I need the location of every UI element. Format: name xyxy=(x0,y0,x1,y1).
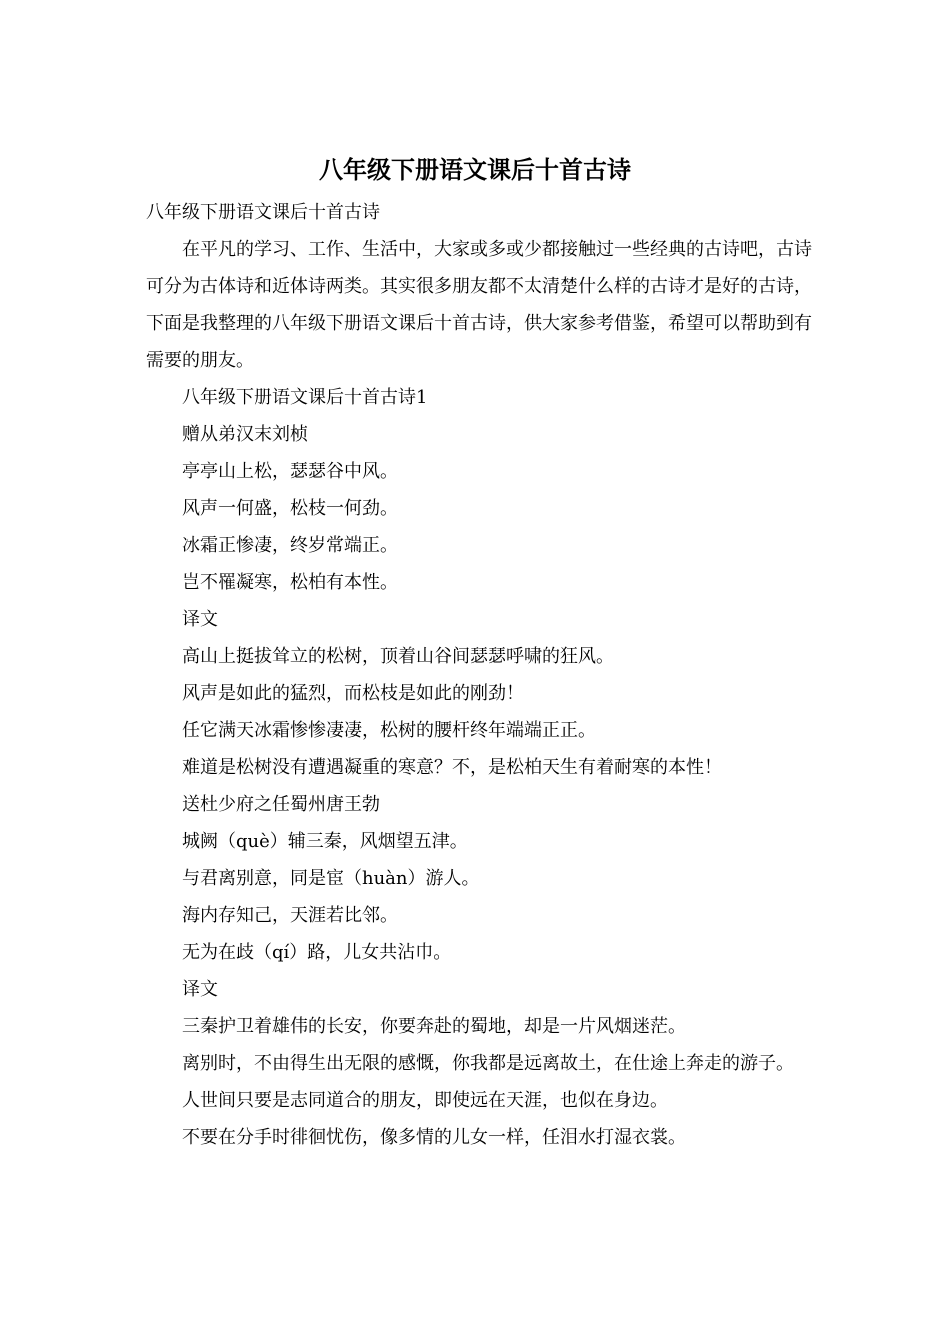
translation-line: 难道是松树没有遭遇凝重的寒意？不，是松柏天生有着耐寒的本性！ xyxy=(182,757,722,778)
paragraph-intro: 在平凡的学习、工作、生活中，大家或多或少都接触过一些经典的古诗吧，古诗可分为古体诗和近体诗两类。其实很多朋友都不太清楚什么样的古诗才是好的古诗，下面是我整理的八年级下册语文课后十首古诗，供大家参考借鉴，希望可以帮助到有需要的朋友。 xyxy=(146,239,812,371)
translation-line: 离别时，不由得生出无限的感慨，你我都是远离故土，在仕途上奔走的游子。 xyxy=(182,1053,794,1074)
translation-line: 风声是如此的猛烈，而松枝是如此的刚劲！ xyxy=(182,683,524,704)
poem-line: 风声一何盛，松枝一何劲。 xyxy=(182,498,398,519)
section-heading: 八年级下册语文课后十首古诗1 xyxy=(182,387,428,408)
poem-line: 城阙（què）辅三秦，风烟望五津。 xyxy=(182,831,468,852)
document-title: 八年级下册语文课后十首古诗 xyxy=(319,155,631,184)
paragraph-subtitle: 八年级下册语文课后十首古诗 xyxy=(146,202,380,223)
poem-line: 与君离别意，同是宦（huàn）游人。 xyxy=(182,868,480,889)
poem-line: 冰霜正惨凄，终岁常端正。 xyxy=(182,535,398,556)
poem-line: 岂不罹凝寒，松柏有本性。 xyxy=(182,572,398,593)
translation-heading: 译文 xyxy=(182,609,218,630)
poem-line: 亭亭山上松，瑟瑟谷中风。 xyxy=(182,461,398,482)
poem-line: 海内存知己，天涯若比邻。 xyxy=(182,905,398,926)
poem-title: 赠从弟汉末刘桢 xyxy=(182,424,308,445)
translation-line: 高山上挺拔耸立的松树，顶着山谷间瑟瑟呼啸的狂风。 xyxy=(182,646,614,667)
document-body xyxy=(146,194,816,1156)
translation-line: 三秦护卫着雄伟的长安，你要奔赴的蜀地，却是一片风烟迷茫。 xyxy=(182,1016,686,1037)
translation-line: 不要在分手时徘徊忧伤，像多情的儿女一样，任泪水打湿衣裳。 xyxy=(182,1127,686,1148)
translation-line: 任它满天冰霜惨惨凄凄，松树的腰杆终年端端正正。 xyxy=(182,720,596,741)
translation-heading: 译文 xyxy=(182,979,218,1000)
poem-title: 送杜少府之任蜀州唐王勃 xyxy=(182,794,380,815)
translation-line: 人世间只要是志同道合的朋友，即使远在天涯，也似在身边。 xyxy=(182,1090,668,1111)
poem-line: 无为在歧（qí）路，儿女共沾巾。 xyxy=(182,942,452,963)
